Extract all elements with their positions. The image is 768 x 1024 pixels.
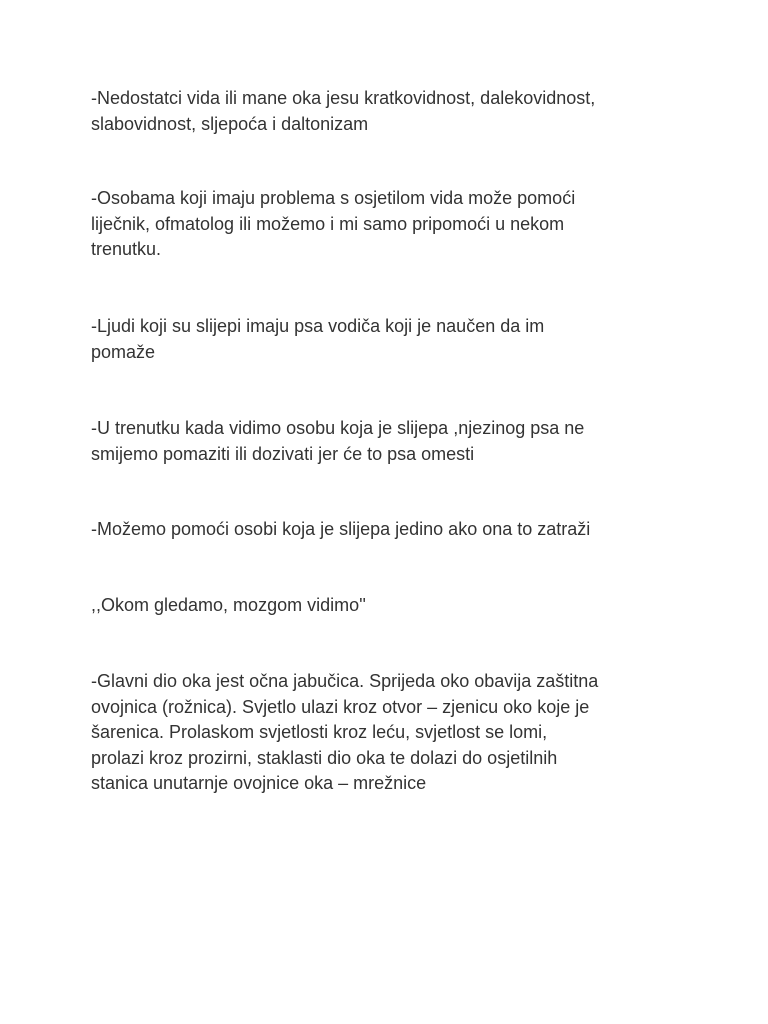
paragraph-eye-anatomy: -Glavni dio oka jest očna jabučica. Sprijeda oko obavija zaštitna ovojnica (rožnica). Svjetlo ulazi kroz otvor – zjenicu oko koje je šarenica. Prolaskom svjetlosti kroz leću, svjetlost se lomi, prolazi kroz prozirni, staklasti dio oka te dolazi do osjetilnih stanica unutarnje ovojnice oka – mrežnice (91, 671, 599, 793)
paragraph-dont-distract-dog: -U trenutku kada vidimo osobu koja je slijepa ,njezinog psa ne smijemo pomaziti ili dozivati jer će to psa omesti (91, 418, 585, 464)
paragraph-quote: ,,Okom gledamo, mozgom vidimo'' (91, 595, 366, 615)
paragraph-help-vision-problems: -Osobama koji imaju problema s osjetilom vida može pomoći liječnik, ofmatolog ili možemo i mi samo pripomoći u nekom trenutku. (91, 188, 576, 259)
paragraph-help-when-asked: -Možemo pomoći osobi koja je slijepa jedino ako ona to zatraži (91, 519, 591, 539)
paragraph-guide-dog: -Ljudi koji su slijepi imaju psa vodiča koji je naučen da im pomaže (91, 316, 545, 362)
paragraph-vision-defects: -Nedostatci vida ili mane oka jesu kratkovidnost, dalekovidnost, slabovidnost, sljepoća i daltonizam (91, 88, 596, 134)
